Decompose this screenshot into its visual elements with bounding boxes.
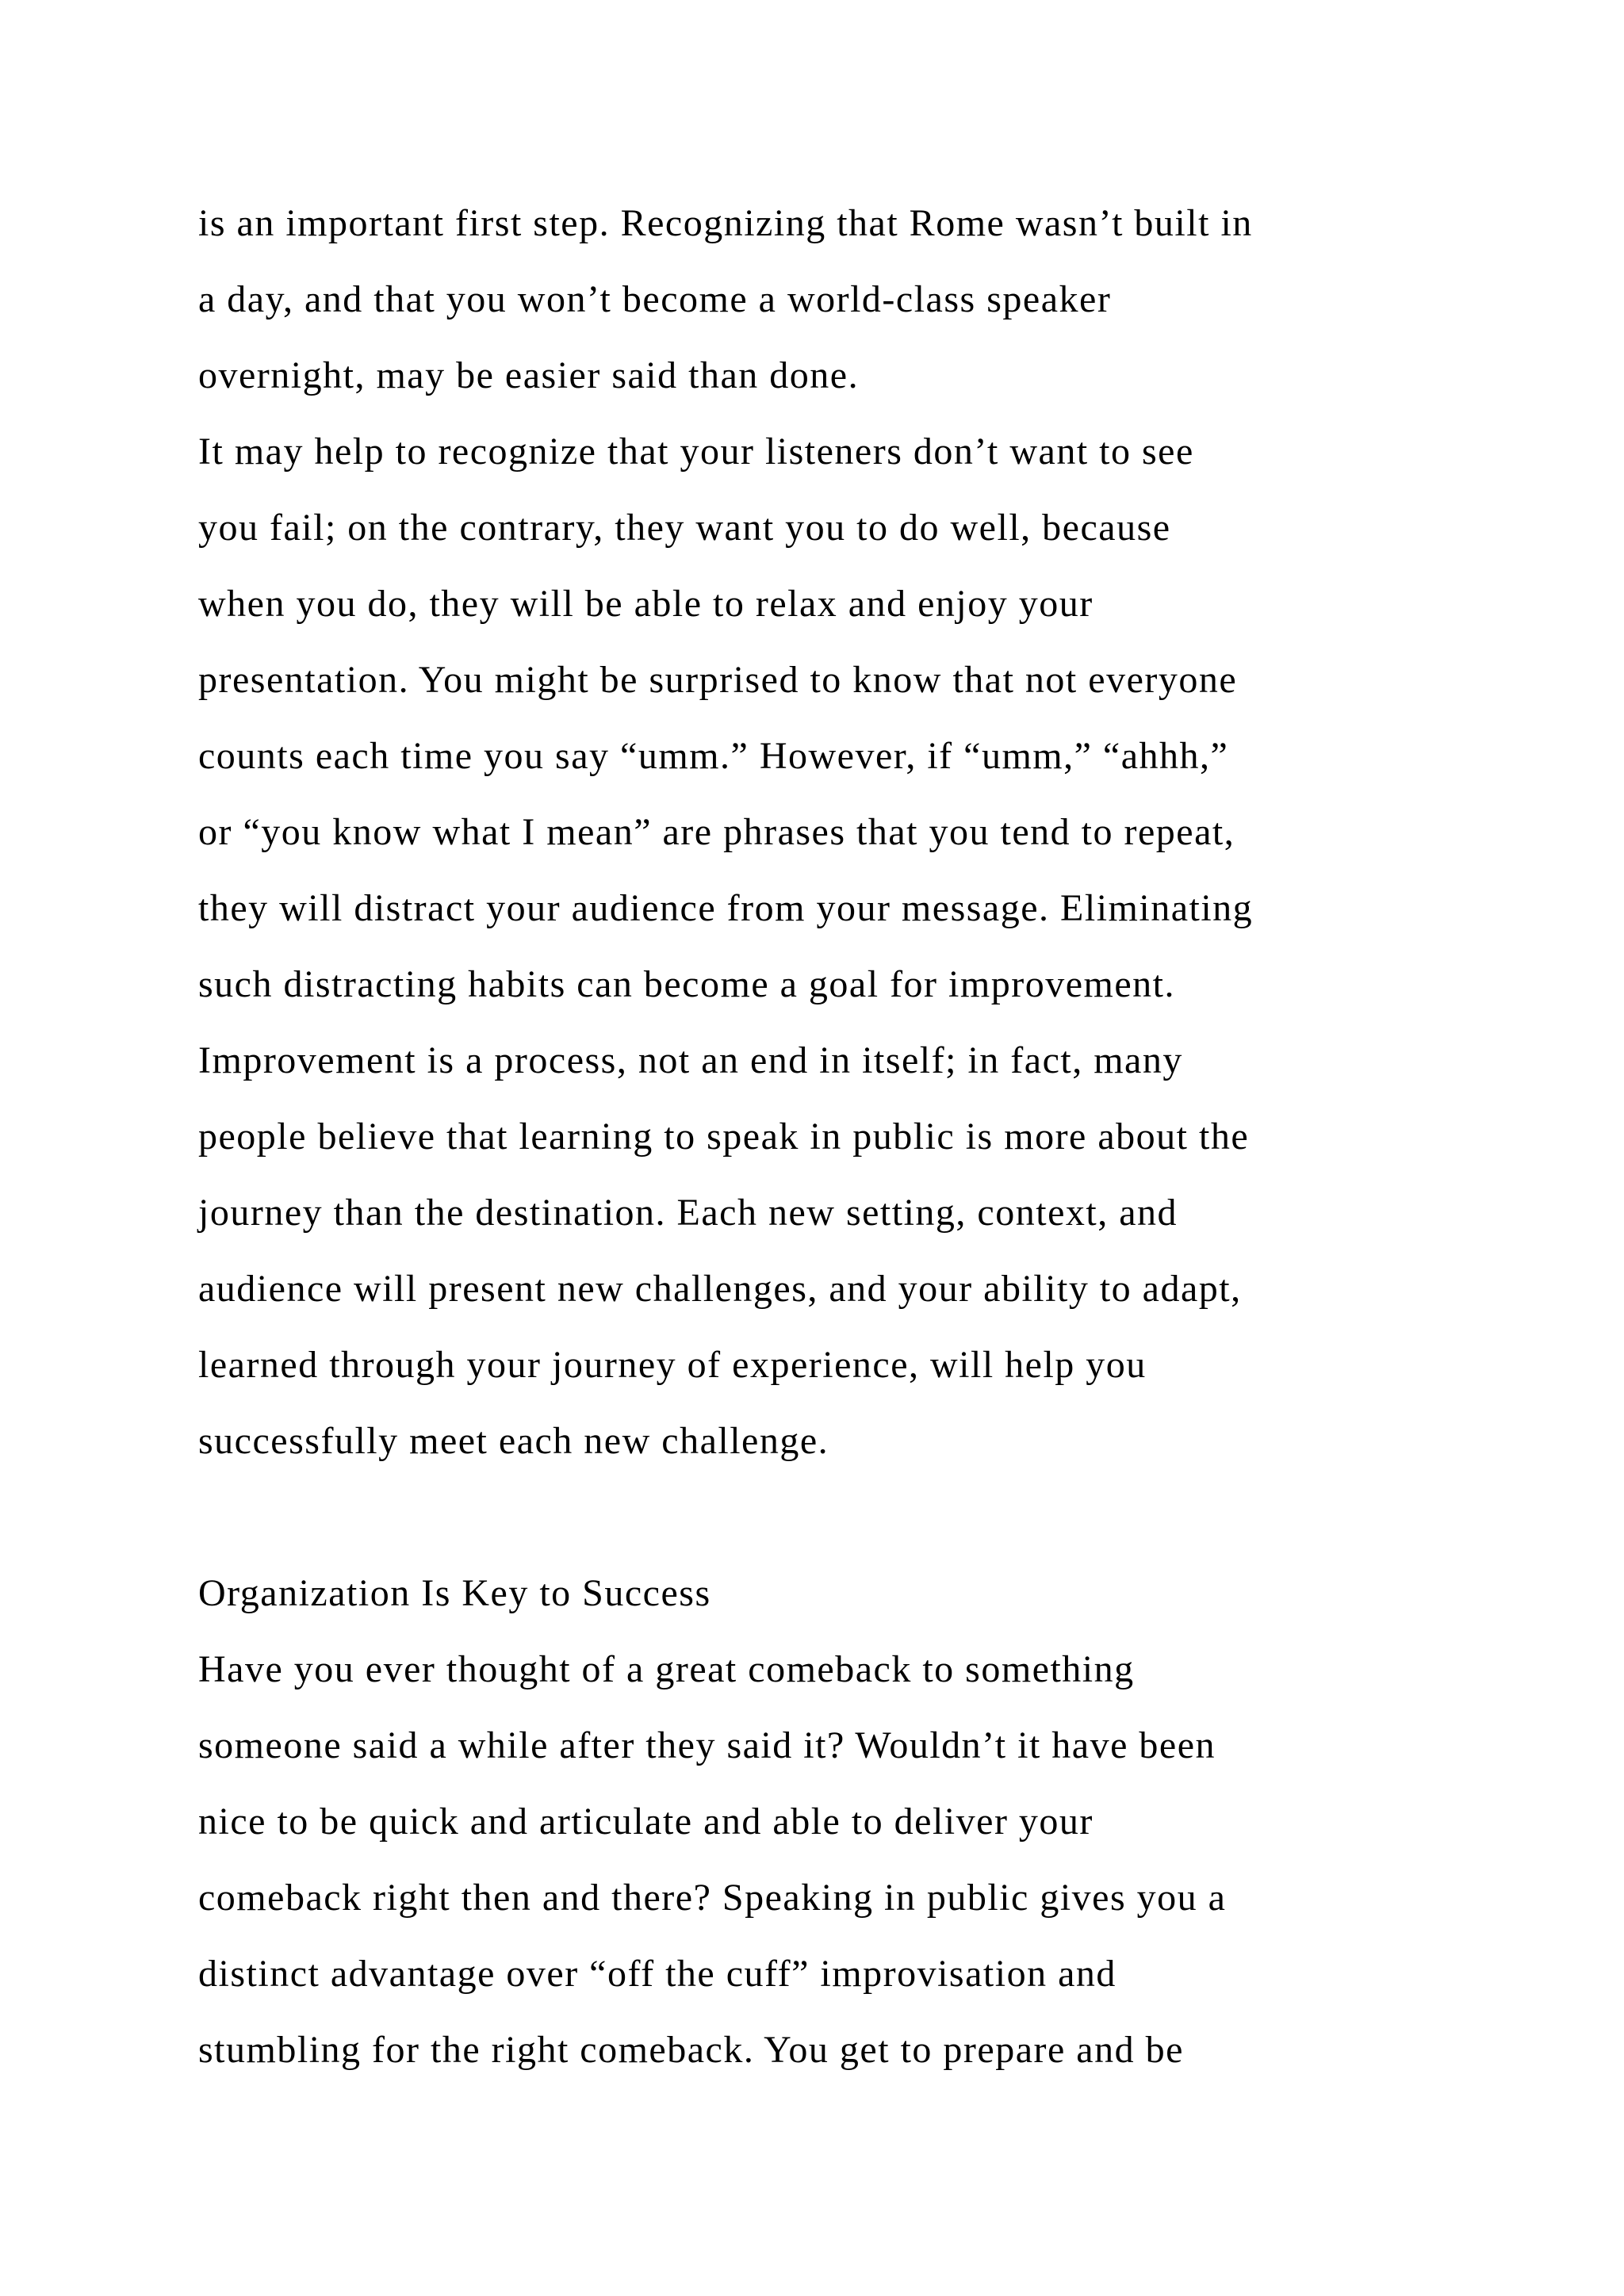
text-line: people believe that learning to speak in public is more about the [198, 1115, 1250, 1158]
text-line: a day, and that you won’t become a world-class speaker [198, 278, 1112, 320]
text-line: comeback right then and there? Speaking in public gives you a [198, 1877, 1227, 1919]
text-line: It may help to recognize that your listeners don’t want to see [198, 430, 1194, 473]
text-line: nice to be quick and articulate and able to deliver your [198, 1800, 1094, 1843]
text-line: overnight, may be easier said than done. [198, 354, 860, 396]
text-line: when you do, they will be able to relax and enjoy your [198, 583, 1094, 625]
text-line: such distracting habits can become a goal for improvement. [198, 963, 1175, 1005]
body-paragraphs [198, 186, 1467, 1479]
text-line: Improvement is a process, not an end in itself; in fact, many [198, 1039, 1183, 1081]
text-line: presentation. You might be surprised to know that not everyone [198, 659, 1238, 701]
text-line: counts each time you say “umm.” However, if “umm,” “ahhh,” [198, 735, 1229, 777]
text-line: they will distract your audience from your message. Eliminating [198, 887, 1254, 929]
section-heading: Organization Is Key to Success [198, 1572, 711, 1614]
section [198, 1556, 1467, 2088]
text-line: someone said a while after they said it? Wouldn’t it have been [198, 1724, 1216, 1766]
text-line: distinct advantage over “off the cuff” improvisation and [198, 1953, 1116, 1995]
text-line: is an important first step. Recognizing that Rome wasn’t built in [198, 202, 1253, 244]
text-line: audience will present new challenges, and your ability to adapt, [198, 1268, 1242, 1310]
text-line: you fail; on the contrary, they want you to do well, because [198, 507, 1171, 549]
text-line: learned through your journey of experience, will help you [198, 1344, 1147, 1386]
text-line: Have you ever thought of a great comeback to something [198, 1648, 1135, 1690]
text-line: journey than the destination. Each new setting, context, and [198, 1192, 1178, 1234]
text-line: or “you know what I mean” are phrases that you tend to repeat, [198, 811, 1235, 853]
text-line: successfully meet each new challenge. [198, 1420, 829, 1462]
text-line: stumbling for the right comeback. You get to prepare and be [198, 2029, 1184, 2071]
